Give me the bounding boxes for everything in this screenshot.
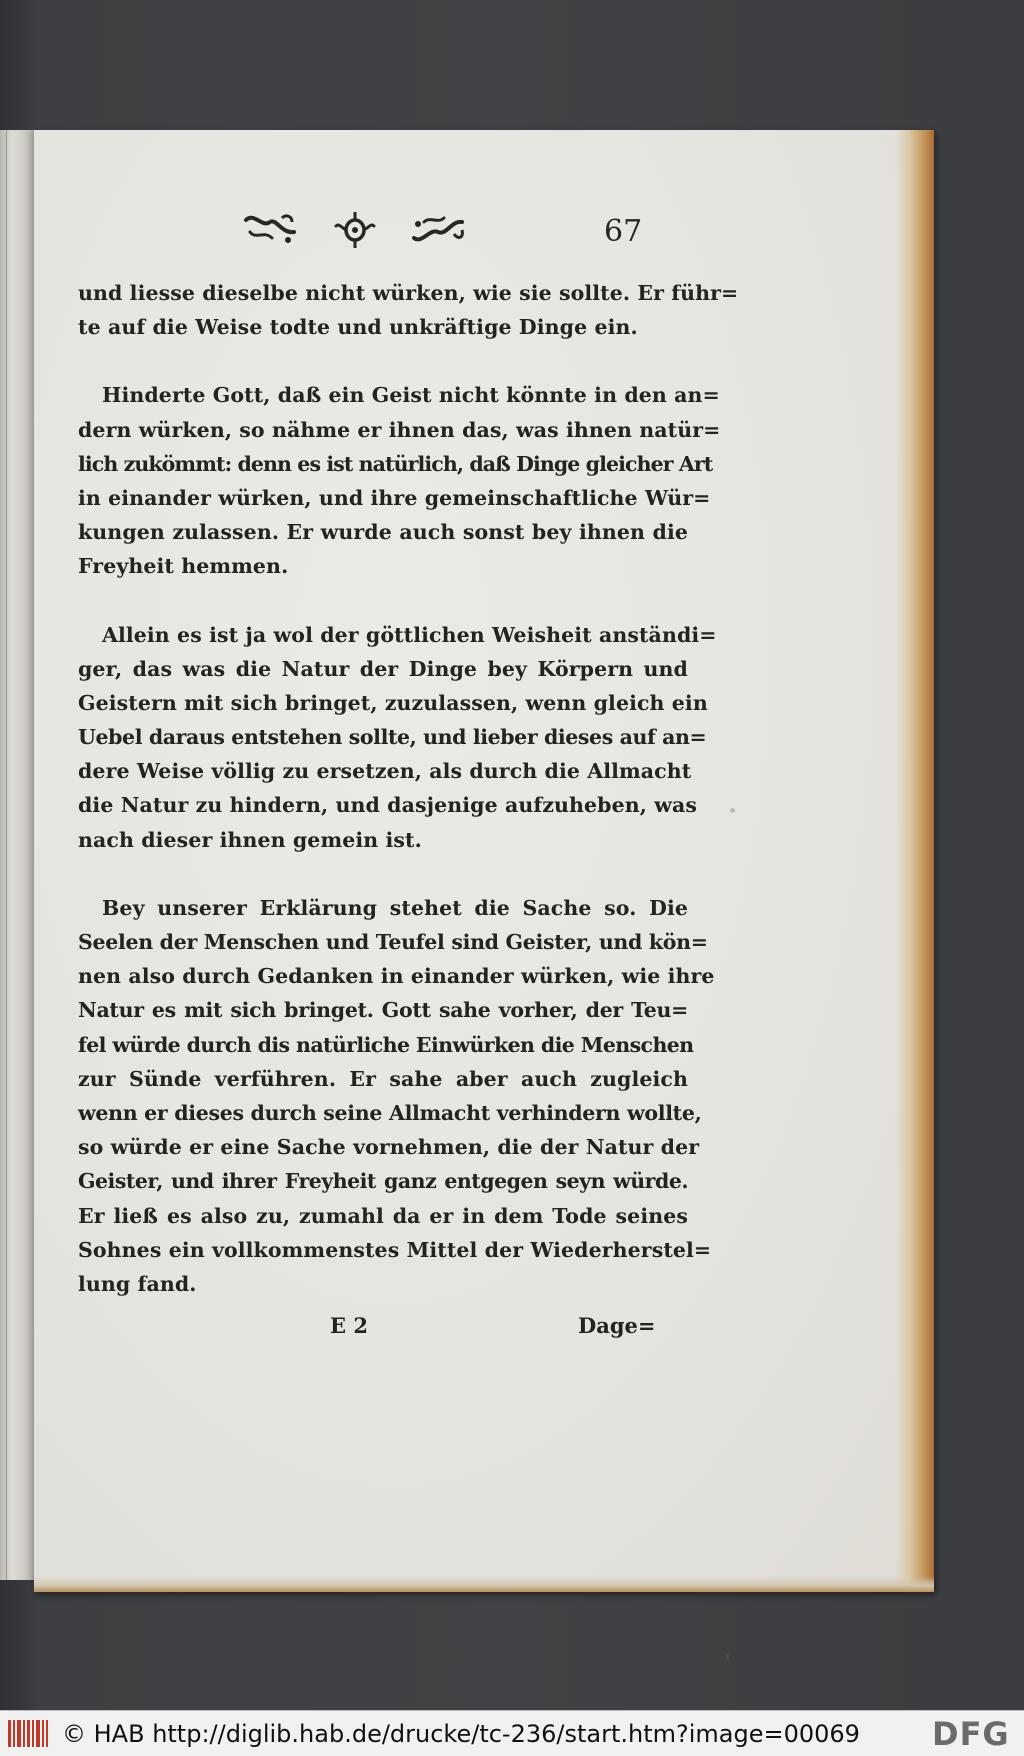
ink-speck [726, 1654, 729, 1660]
catchword: Dage= [578, 1313, 656, 1338]
paragraph-2 [78, 378, 721, 583]
text-line: ger, das was die Natur der Dinge bey Körpern und [78, 656, 688, 681]
text-line: Uebel daraus entstehen sollte, und lieber dieses auf an= [78, 725, 707, 750]
text-line: Natur es mit sich bringet. Gott sahe vorher, der Teu= [78, 998, 688, 1023]
barcode-icon [8, 1720, 48, 1747]
book-page [34, 130, 934, 1592]
text-line: die Natur zu hindern, und dasjenige aufzuheben, was [78, 793, 697, 818]
page-body-text [78, 276, 739, 1301]
paragraph-4 [78, 891, 715, 1301]
text-line: zur Sünde verführen. Er sahe aber auch zugleich [78, 1066, 688, 1091]
paragraph-1 [78, 276, 739, 344]
credit-bar [0, 1710, 1024, 1756]
text-line: Geistern mit sich bringet, zuzulassen, wenn gleich ein [78, 690, 708, 715]
credit-link[interactable]: © HAB http://diglib.hab.de/drucke/tc-236/start.htm?image=00069 [62, 1720, 860, 1748]
text-line: und liesse dieselbe nicht würken, wie sie sollte. Er führ= [78, 281, 739, 305]
fleuron-icon [332, 210, 378, 250]
text-line: Allein es ist ja wol der göttlichen Weisheit anständi= [102, 622, 717, 647]
text-line: so würde er eine Sache vornehmen, die der Natur der [78, 1135, 700, 1160]
page-footer [34, 1313, 934, 1353]
text-line: fel würde durch dis natürliche Einwürken die Menschen [78, 1032, 694, 1057]
text-line: lich zukömmt: denn es ist natürlich, daß Dinge gleicher Art [78, 451, 713, 476]
text-line: Bey unserer Erklärung stehet die Sache so. Die [102, 895, 688, 920]
text-line: nen also durch Gedanken in einander würken, wie ihre [78, 964, 715, 989]
text-line: wenn er dieses durch seine Allmacht verhindern wollte, [78, 1100, 702, 1125]
page-bottom-edge [34, 1576, 934, 1592]
text-line: dern würken, so nähme er ihnen das, was ihnen natür= [78, 417, 721, 442]
text-line: nach dieser ihnen gemein ist. [78, 827, 422, 852]
text-line: Seelen der Menschen und Teufel sind Geister, und kön= [78, 930, 708, 954]
page-number: 67 [604, 214, 643, 249]
facing-page-edge [0, 130, 35, 1580]
scroll-flourish-icon [242, 210, 298, 250]
text-line: kungen zulassen. Er wurde auch sonst bey ihnen die [78, 520, 688, 545]
text-line: in einander würken, und ihre gemeinschaftliche Wür= [78, 485, 711, 510]
text-line: te auf die Weise todte und unkräftige Dinge ein. [78, 315, 638, 340]
scroll-flourish-icon [410, 210, 466, 250]
text-line: Er ließ es also zu, zumahl da er in dem Tode seines [78, 1203, 688, 1228]
text-line: Hinderte Gott, daß ein Geist nicht könnte in den an= [102, 383, 720, 408]
dfg-logo: DFG [932, 1715, 1010, 1753]
text-line: lung fand. [78, 1271, 197, 1296]
text-line: Freyheit hemmen. [78, 554, 289, 579]
page-fore-edge [896, 130, 934, 1592]
page-header [34, 210, 934, 260]
paragraph-3 [78, 618, 717, 857]
text-line: Geister, und ihrer Freyheit ganz entgegen seyn würde. [78, 1169, 688, 1194]
ink-speck [730, 808, 735, 813]
signature-mark: E 2 [330, 1313, 368, 1338]
text-line: Sohnes ein vollkommenstes Mittel der Wiederherstel= [78, 1237, 712, 1262]
text-line: dere Weise völlig zu ersetzen, als durch die Allmacht [78, 759, 692, 784]
